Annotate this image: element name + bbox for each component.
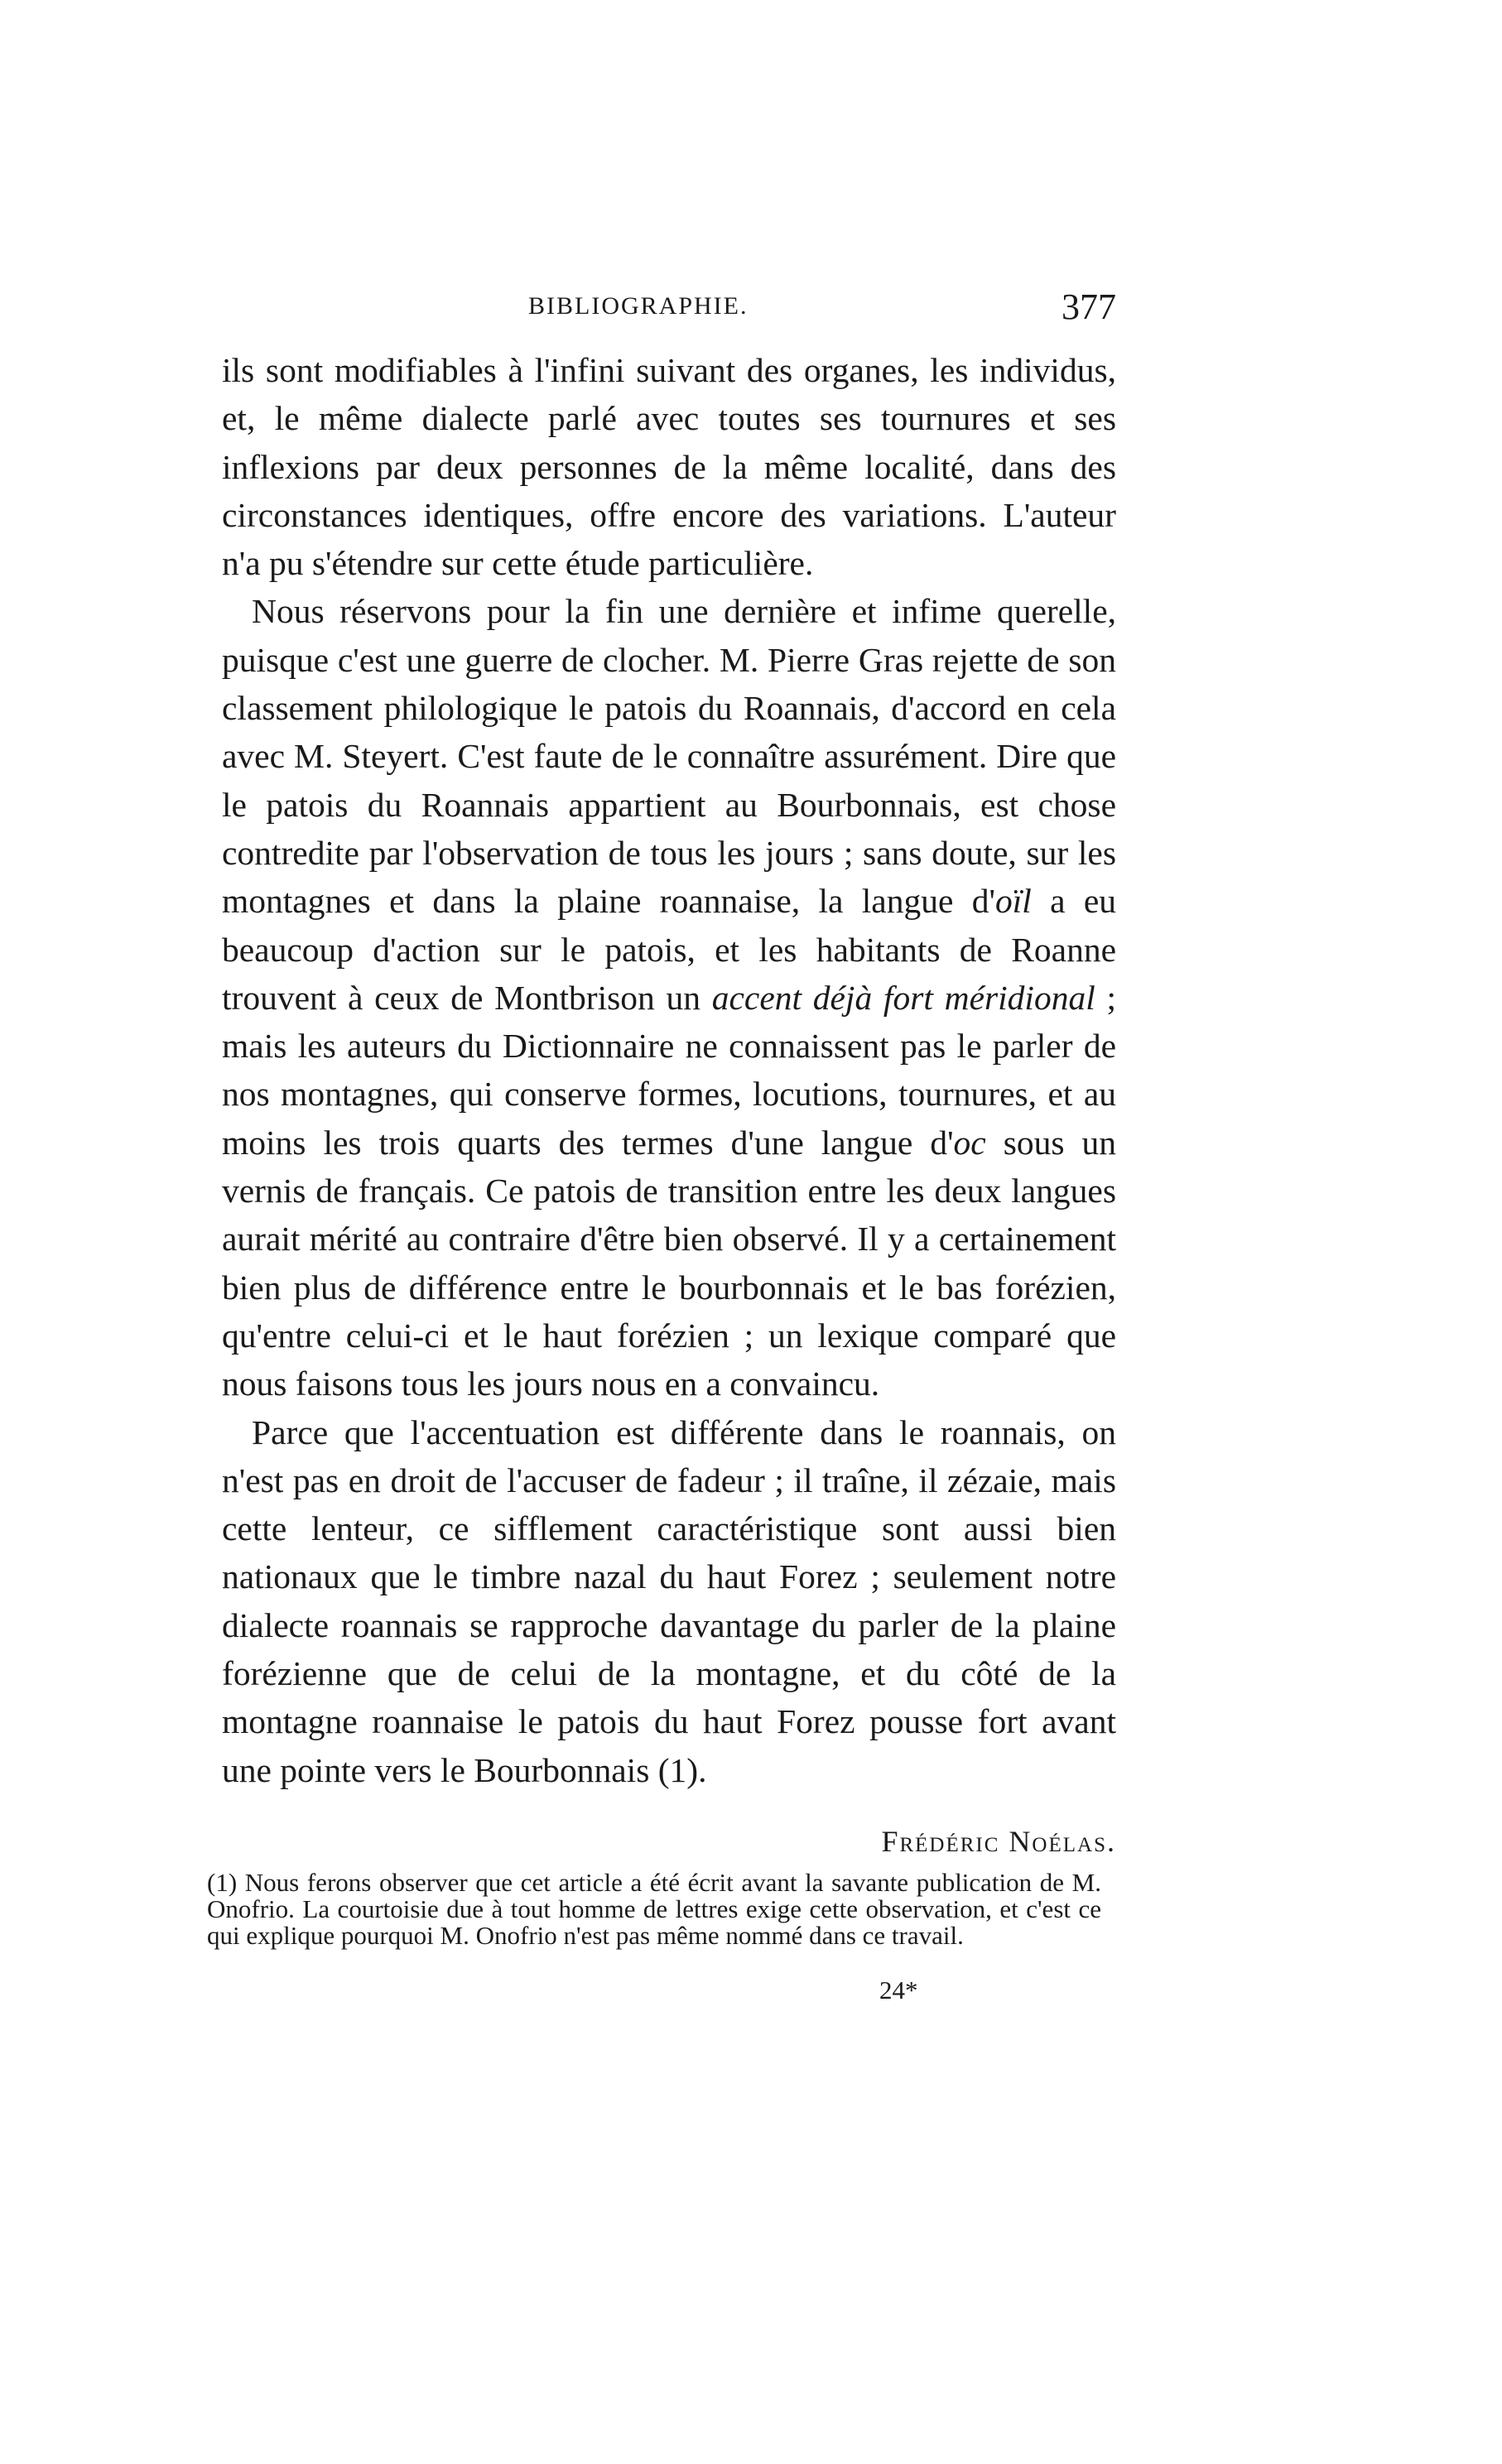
footnote [207, 1870, 1101, 1949]
paragraph-2-italic-accent: accent déjà fort méridional [711, 978, 1095, 1017]
paragraph-2-italic-oc: oc [953, 1123, 986, 1162]
page-number: 377 [1062, 286, 1116, 327]
footnote-text: Nous ferons observer que cet article a été écrit avant la savante publication de M. Onofrio. La courtoisie due à tout homme de lettres exige cette observation, et c'est ce qui explique pourquoi M. Onofrio n'est pas même nommé dans ce travail. [207, 1868, 1101, 1950]
paragraph-2-italic-oil: oïl [994, 882, 1032, 921]
paragraph-2-text-4: sous un vernis de français. Ce patois de transition entre les deux langues aurait mérité au contraire d'être bien observé. Il y a certainement bien plus de différence entre le bourbonnais et le bas forézien, qu'entre celui-ci et le haut forézien ; un lexique comparé que nous faisons tous les jours nous en a convaincu. [222, 1123, 1116, 1403]
sheet-signature-mark: 24* [879, 1976, 918, 2004]
paragraph-2-text-2: a eu beaucoup d'action sur le patois, et les habitants de Roanne trouvent à ceux de Montbrison un [222, 882, 1116, 1017]
paragraph-2-text-3: ; mais les auteurs du Dictionnaire ne connaissent pas le parler de nos montagnes, qui conserve formes, locutions, tournures, et au moins les trois quarts des termes d'une langue d' [222, 978, 1116, 1162]
footnote-marker: (1) [207, 1868, 238, 1897]
signature-area [222, 0, 1116, 2464]
paragraph-2-text-1: Nous réservons pour la fin une dernière et infime querelle, puisque c'est une guerre de clocher. M. Pierre Gras rejette de son classement philologique le patois du Roannais, d'accord en cela avec M. Steyert. C'est faute de le connaître assurément. Dire que le patois du Roannais appartient au Bourbonnais, est chose contredite par l'observation de tous les jours ; sans doute, sur les montagnes et dans la plaine roannaise, la langue d' [222, 592, 1116, 921]
author-name: Frédéric Noélas. [881, 1825, 1116, 1858]
running-title: BIBLIOGRAPHIE. [528, 292, 749, 320]
paragraph-1: ils sont modifiables à l'infini suivant des organes, les individus, et, le même dialecte parlé avec toutes ses tournures et ses inflexions par deux personnes de la même localité, dans des circonstances identiques, offre encore des variations. L'auteur n'a pu s'étendre sur cette étude particulière. [222, 351, 1116, 583]
paragraph-3: Parce que l'accentuation est différente dans le roannais, on n'est pas en droit de l'accuser de fadeur ; il traîne, il zézaie, mais cette lenteur, ce sifflement caractéristique sont aussi bien nationaux que le timbre nazal du haut Forez ; seulement notre dialecte roannais se rapproche davantage du parler de la plaine forézienne que de celui de la montagne, et du côté de la montagne roannaise le patois du haut Forez pousse fort avant une pointe vers le Bourbonnais (1). [222, 1412, 1116, 1789]
